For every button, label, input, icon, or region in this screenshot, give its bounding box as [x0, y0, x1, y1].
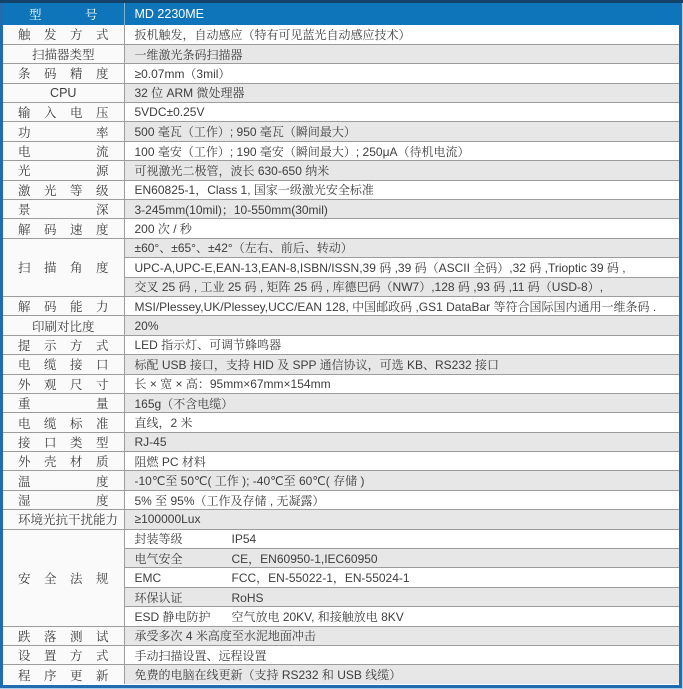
row-label: 湿度 — [3, 490, 124, 509]
row-label: 触发方式 — [3, 25, 124, 44]
spec-row — [3, 44, 679, 63]
row-value: 长 × 宽 × 高：95mm×67mm×154mm — [124, 374, 679, 393]
row-value: 32 位 ARM 微处理器 — [124, 83, 679, 102]
row-value: 165g（不含电缆） — [124, 393, 679, 412]
spec-row — [3, 413, 679, 432]
row-value: 阻燃 PC 材料 — [124, 452, 679, 471]
row-label: 外壳材质 — [3, 452, 124, 471]
spec-row — [3, 103, 679, 122]
spec-row — [3, 355, 679, 374]
row-value: -10℃至 50℃( 工作 ); -40℃至 60℃( 存储 ) — [124, 471, 679, 490]
row-value: 100 毫安（工作）; 190 毫安（瞬间最大）; 250μA（待机电流） — [124, 141, 679, 160]
row-value: 可视激光二极管，波长 630-650 纳米 — [124, 161, 679, 180]
row-value: 免费的电脑在线更新（支持 RS232 和 USB 线缆） — [124, 665, 679, 684]
row-label: 跌落测试 — [3, 626, 124, 645]
row-value: 承受多次 4 米高度至水泥地面冲击 — [124, 626, 679, 645]
sub-spec-value: FCC，EN-55022-1，EN-55024-1 — [231, 571, 410, 586]
sub-spec-value: IP54 — [231, 532, 257, 547]
sub-spec-name: 封装等级 — [134, 532, 183, 547]
row-value: 500 毫瓦（工作）; 950 毫瓦（瞬间最大） — [124, 122, 679, 141]
row-value: EN60825-1，Class 1, 国家一级激光安全标准 — [124, 180, 679, 199]
spec-row — [3, 161, 679, 180]
spec-row — [3, 374, 679, 393]
row-value: MSI/Plessey,UK/Plessey,UCC/EAN 128, 中国邮政码 ,GS1 DataBar 等符合国际国内通用一维条码 . — [124, 296, 679, 315]
sub-spec-name: ESD 静电防护 — [134, 609, 211, 624]
row-label: 设置方式 — [3, 646, 124, 665]
row-label: 激光等级 — [3, 180, 124, 199]
row-value: 5% 至 95%（工作及存储 , 无凝露） — [124, 490, 679, 509]
row-value: 200 次 / 秒 — [124, 219, 679, 238]
row-value: UPC-A,UPC-E,EAN-13,EAN-8,ISBN/ISSN,39 码 ,39 码（ASCII 全码）,32 码 ,Trioptic 39 码 , — [124, 258, 679, 277]
spec-row — [3, 200, 679, 219]
row-label: 电缆标准 — [3, 413, 124, 432]
row-label: 扫描器类型 — [3, 44, 124, 63]
spec-row — [3, 626, 679, 645]
row-value: LED 指示灯、可调节蜂鸣器 — [124, 335, 679, 354]
row-value: 20% — [124, 316, 679, 335]
row-label: 扫描角度 — [3, 238, 124, 296]
sub-spec-value: RoHS — [231, 590, 264, 605]
spec-row — [3, 529, 679, 548]
spec-row — [3, 490, 679, 509]
sub-spec-name: EMC — [134, 571, 162, 586]
row-value: 一维激光条码扫描器 — [124, 44, 679, 63]
row-value: 3-245mm(10mil)；10-550mm(30mil) — [124, 200, 679, 219]
row-label: 电缆接口 — [3, 355, 124, 374]
row-value — [124, 549, 679, 568]
row-label: 电流 — [3, 141, 124, 160]
model-label: 型号 — [3, 3, 124, 25]
spec-row — [3, 141, 679, 160]
row-value — [124, 568, 679, 587]
row-label: 景深 — [3, 200, 124, 219]
row-value: 扳机触发，自动感应（特有可见蓝光自动感应技术） — [124, 25, 679, 44]
row-label: 光源 — [3, 161, 124, 180]
row-value: 手动扫描设置、远程设置 — [124, 646, 679, 665]
sub-spec-value: 空气放电 20KV, 和接触放电 8KV — [231, 609, 404, 624]
row-label: 外观尺寸 — [3, 374, 124, 393]
row-value — [124, 607, 679, 626]
spec-row — [3, 219, 679, 238]
row-label: 温度 — [3, 471, 124, 490]
spec-row — [3, 510, 679, 529]
row-value — [124, 529, 679, 548]
spec-row — [3, 471, 679, 490]
spec-row — [3, 393, 679, 412]
spec-row — [3, 665, 679, 684]
sub-spec-name: 电气安全 — [134, 551, 183, 566]
spec-row — [3, 122, 679, 141]
row-label: 输入电压 — [3, 103, 124, 122]
spec-row — [3, 296, 679, 315]
row-label: 解码能力 — [3, 296, 124, 315]
row-value — [124, 587, 679, 606]
spec-row — [3, 335, 679, 354]
row-value: 标配 USB 接口，支持 HID 及 SPP 通信协议，可选 KB、RS232 接口 — [124, 355, 679, 374]
spec-row — [3, 25, 679, 44]
row-label: 解码速度 — [3, 219, 124, 238]
row-value: 直线，2 米 — [124, 413, 679, 432]
row-label: 程序更新 — [3, 665, 124, 684]
row-value: ≥100000Lux — [124, 510, 679, 529]
row-value: 5VDC±0.25V — [124, 103, 679, 122]
row-label: 条码精度 — [3, 64, 124, 83]
spec-row — [3, 64, 679, 83]
row-label: 重量 — [3, 393, 124, 412]
spec-row — [3, 646, 679, 665]
spec-row — [3, 238, 679, 257]
spec-row — [3, 316, 679, 335]
spec-row — [3, 432, 679, 451]
row-label: 功率 — [3, 122, 124, 141]
row-label: 接口类型 — [3, 432, 124, 451]
spec-row — [3, 83, 679, 102]
spec-table-body — [3, 25, 679, 684]
row-value: RJ-45 — [124, 432, 679, 451]
header-row — [3, 3, 679, 25]
sub-spec-name: 环保认证 — [134, 590, 183, 605]
spec-row — [3, 452, 679, 471]
model-value: MD 2230ME — [124, 3, 679, 25]
spec-table — [3, 3, 679, 684]
row-label: 提示方式 — [3, 335, 124, 354]
row-label: 印刷对比度 — [3, 316, 124, 335]
row-label: 安全法规 — [3, 529, 124, 626]
sub-spec-value: CE，EN60950-1,IEC60950 — [231, 551, 378, 566]
spec-sheet-frame — [0, 3, 682, 688]
row-value: ±60°、±65°、±42°（左右、前后、转动） — [124, 238, 679, 257]
row-label: CPU — [3, 83, 124, 102]
spec-row — [3, 180, 679, 199]
row-value: 交叉 25 码 , 工业 25 码 , 矩阵 25 码 , 库德巴码（NW7）,128 码 ,93 码 ,11 码（USD-8）, — [124, 277, 679, 296]
row-label: 环境光抗干扰能力 — [3, 510, 124, 529]
row-value: ≥0.07mm（3mil） — [124, 64, 679, 83]
